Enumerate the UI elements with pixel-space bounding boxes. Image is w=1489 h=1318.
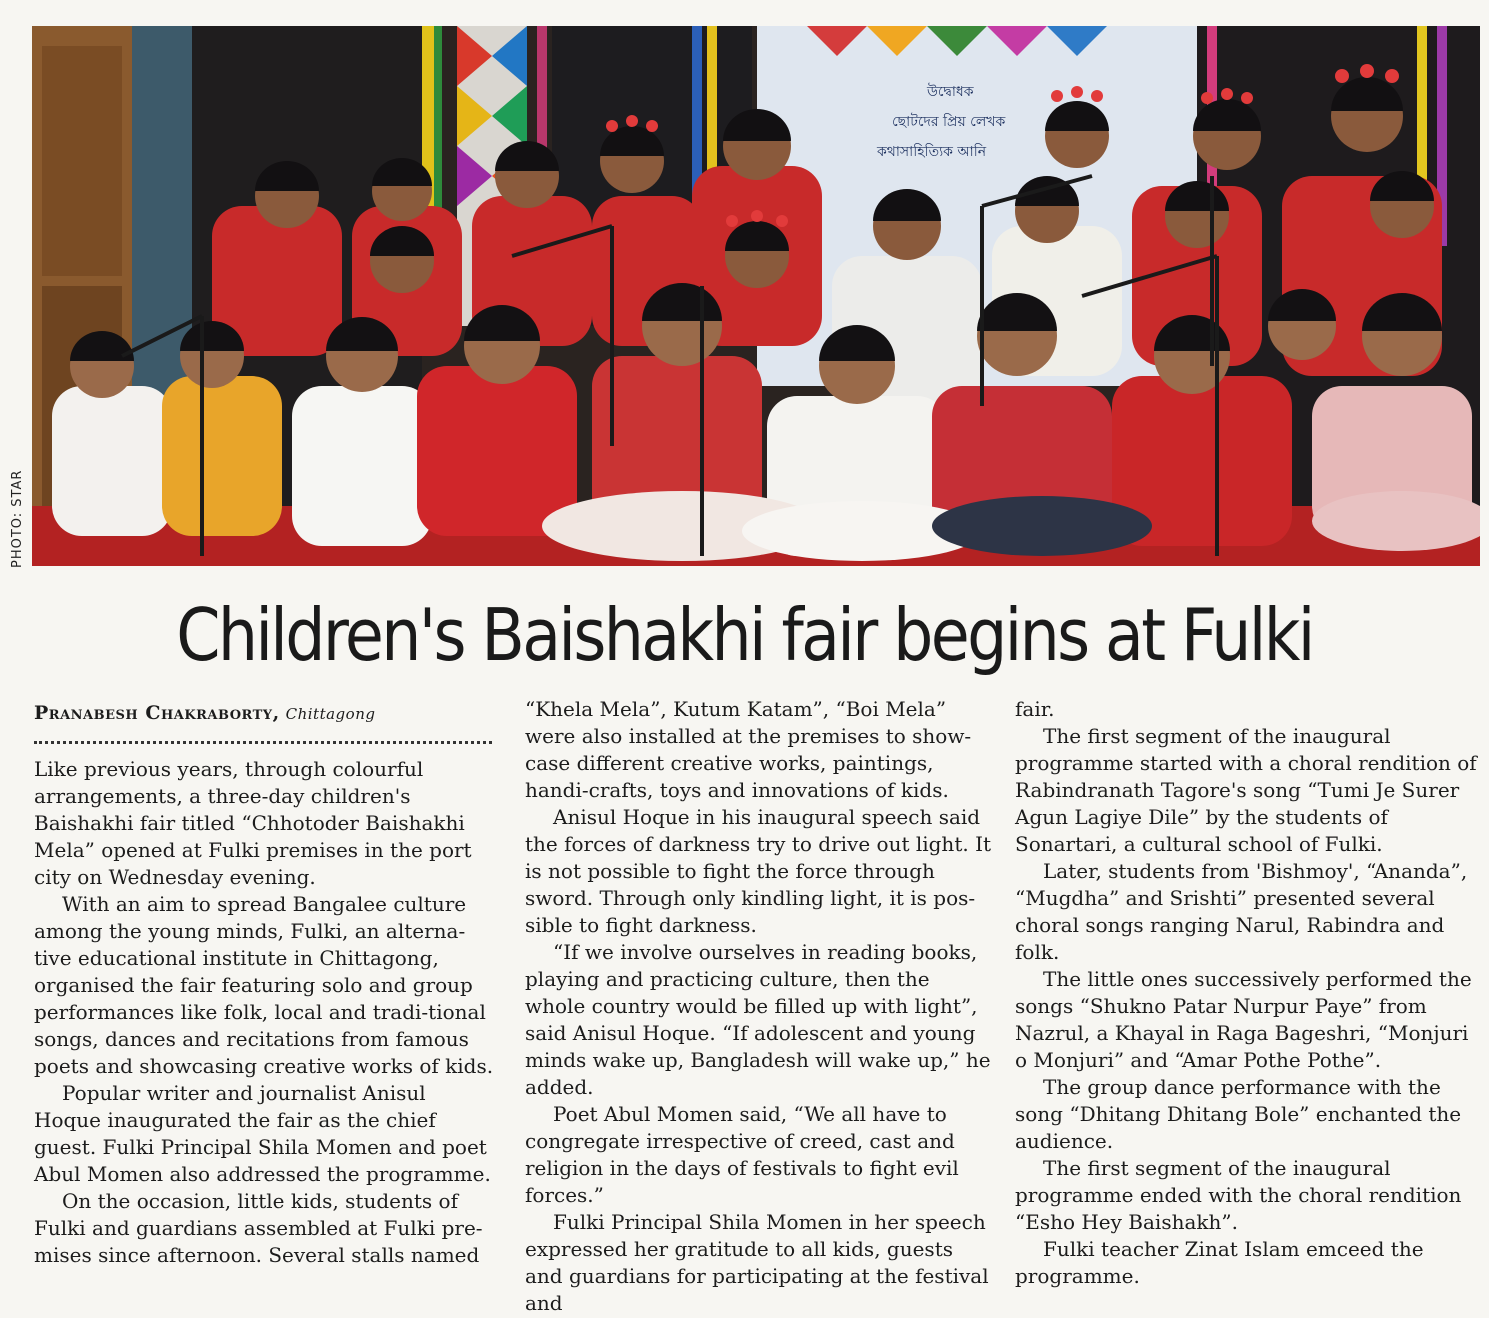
paragraph: Fulki Principal Shila Momen in her speech expressed her gratitude to all kids, guests and guardians for participating at the festival and [525, 1210, 989, 1315]
paragraph: The little ones successively performed the songs “Shukno Patar Nurpur Paye” from Nazrul, a Khayal in Raga Bageshri, “Monjuri o Monjuri” and “Amar Pothe Pothe”. [1015, 967, 1472, 1072]
byline [34, 696, 494, 723]
paragraph: The group dance performance with the song “Dhitang Dhitang Bole” enchanted the audience. [1015, 1075, 1462, 1153]
children-choir-photo [32, 26, 1480, 566]
article-column-2 [525, 696, 995, 1317]
paragraph: Later, students from 'Bishmoy', “Ananda”, “Mugdha” and Srishti” presented several choral songs ranging Narul, Rabindra and folk. [1015, 859, 1468, 964]
paragraph: Popular writer and journalist Anisul Hoque inaugurated the fair as the chief guest. Fulki Principal Shila Momen and poet Abul Momen also addressed the programme. [34, 1081, 491, 1186]
news-photo [32, 26, 1480, 566]
article-column-1 [34, 696, 494, 1269]
banner-line-3: কথাসাহিত্যিক আনি [877, 144, 987, 160]
article-column-3 [1015, 696, 1481, 1290]
banner-line-1: উদ্বোধক [927, 84, 974, 100]
photo-credit [8, 455, 28, 570]
photo-credit-text: PHOTO: STAR [10, 469, 25, 568]
paragraph: The first segment of the inaugural programme started with a choral rendition of Rabindranath Tagore's song “Tumi Je Surer Agun Lagiye Dile” by the students of Sonartari, a cultural school of Fulki. [1015, 724, 1477, 856]
byline-place: Chittagong [285, 705, 376, 723]
paragraph: “Khela Mela”, Kutum Katam”, “Boi Mela” were also installed at the premises to show-case different creative works, paintings, handi-crafts, toys and innovations of kids. [525, 697, 972, 802]
headline: Children's Baishakhi fair begins at Fulki [176, 593, 1313, 677]
paragraph: Like previous years, through colourful arrangements, a three-day children's Baishakhi fair titled “Chhotoder Baishakhi Mela” opened at Fulki premises in the port city on Wednesday evening. [34, 757, 472, 889]
paragraph: fair. [1015, 697, 1055, 721]
paragraph: On the occasion, little kids, students of Fulki and guardians assembled at Fulki pre-mises since afternoon. Several stalls named [34, 1189, 483, 1267]
byline-author: Pranabesh Chakraborty, [34, 702, 280, 724]
paragraph: Poet Abul Momen said, “We all have to congregate irrespective of creed, cast and religion in the days of festivals to fight evil forces.” [525, 1102, 959, 1207]
paragraph: “If we involve ourselves in reading books, playing and practicing culture, then the whole country would be filled up with light”, said Anisul Hoque. “If adolescent and young minds wake up, Bangladesh will wake up,” he added. [525, 940, 991, 1099]
paragraph: The first segment of the inaugural programme ended with the choral rendition “Esho Hey Baishakh”. [1015, 1156, 1462, 1234]
paragraph: With an aim to spread Bangalee culture among the young minds, Fulki, an alterna-tive educational institute in Chittagong, organised the fair featuring solo and group performances like folk, local and tradi-tional songs, dances and recitations from famous poets and showcasing creative works of kids. [34, 892, 494, 1078]
paragraph: Fulki teacher Zinat Islam emceed the programme. [1015, 1237, 1424, 1288]
byline-divider [34, 727, 492, 744]
banner-line-2: ছোটদের প্রিয় লেখক [892, 114, 1006, 130]
paragraph: Anisul Hoque in his inaugural speech said the forces of darkness try to drive out light. It is not possible to fight the force through sword. Through only kindling light, it is pos-sible to fight darkness. [525, 805, 992, 937]
